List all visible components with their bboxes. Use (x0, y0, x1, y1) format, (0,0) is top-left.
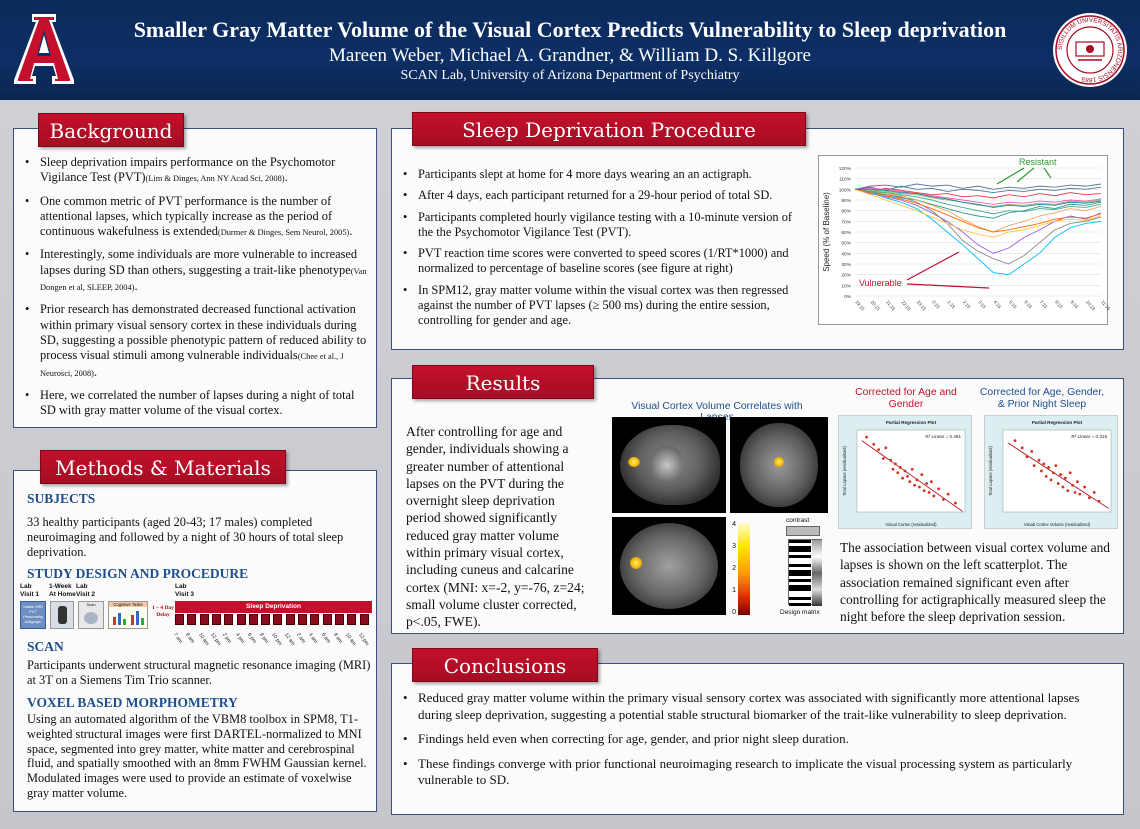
citation: (Van Dongen et al, SLEEP, 2004) (40, 266, 367, 293)
figure-caption: Visual Cortex Volume Correlates with (631, 401, 803, 412)
visit2-label: Lab Visit 2 (76, 583, 96, 598)
scatter-title: Partial Regression Plot (885, 420, 937, 425)
results-text: After controlling for age and gender, individuals showing a greater number of attentional lapses on the PVT during the overnight sleep deprivation period showed significantly reduced gray matter volume within primary visual cortex, including cuneus and calcarine cortex (MNI: x=-2, y=-76, z=24; small volume cluster corrected, p<.05, FWE). (406, 424, 585, 630)
hour-label: 4 pm (233, 632, 245, 645)
y-axis-label: Speed (% of Baseline) (822, 192, 831, 272)
hourly-test-block (200, 614, 209, 625)
scan-text: Participants underwent structural magnetic resonance imaging (MRI) at 3T on a Siemens Tim Trio scanner. (27, 658, 371, 687)
vulnerable-label: Vulnerable (859, 278, 902, 288)
resistant-label: Resistant (1019, 157, 1057, 167)
scatter-point (904, 470, 907, 473)
background-panel (13, 128, 377, 428)
resistant-arrow (997, 168, 1024, 184)
brain-axial-image (612, 517, 726, 615)
vbm-text: Using an automated algorithm of the VBM8 toolbox in SPM8, T1-weighted structural images were first DARTEL-normalized to MNI space, segmented into grey matter, white matter and cerebrospinal fluid, and spatially smoothed with an 8mm FWHM Gaussian kernel. Modulated images were used to provide an estimate of voxelwise gray matter volume. (27, 712, 367, 800)
y-tick-label: 50% (841, 241, 851, 247)
hour-label: 4 am (307, 632, 319, 645)
scatter-point (1045, 475, 1048, 478)
hour-label: 7 am (172, 632, 184, 645)
scatter-point (930, 480, 933, 483)
university-arizona-logo (12, 10, 76, 86)
scatter-point (877, 448, 880, 451)
hourly-test-block (249, 614, 258, 625)
study-design-diagram (18, 583, 374, 649)
scatter-point (872, 443, 875, 446)
scatter-point (928, 491, 931, 494)
speed-chart-frame (818, 155, 1112, 325)
colorbar-tick: 1 (732, 587, 736, 594)
hourly-test-block (273, 614, 282, 625)
hourly-test-block (286, 614, 295, 625)
y-tick-label: 20% (841, 273, 851, 279)
sleep-deprivation-bar (175, 601, 372, 613)
activation-blob (628, 457, 640, 467)
y-tick-label: 0% (844, 295, 851, 300)
scatter-point (1040, 470, 1043, 473)
visit3-label: Lab Visit 3 (175, 583, 195, 598)
association-text: The association between visual cortex volume and lapses is shown on the left scatterplot. The association remained significant even after controlling for actigraphically measured sleep the night before the sleep deprivation session. (840, 540, 1110, 625)
procedure-bullet: • PVT reaction time scores were converted to speed scores (1/RT*1000) and normalized to percentage of baseline scores (see figure at right) (398, 246, 806, 277)
scatter-point (1052, 471, 1055, 474)
subjects-text: 33 healthy participants (aged 20-43; 17 males) completed neuroimaging and followed by a night of 30 hours of total sleep deprivation. (27, 515, 344, 559)
x-tick-label: 2:15 (961, 299, 972, 310)
background-bullet: • Interestingly, some individuals are more vulnerable to increased lapses during SD than others, suggesting a trait-like phenotype(Van Dongen et al, SLEEP, 2004). (20, 247, 372, 295)
scatter-point (947, 493, 950, 496)
poster-authors: Mareen Weber, Michael A. Grandner, & William D. S. Killgore (329, 45, 811, 66)
scatter-point (896, 471, 899, 474)
scatter-point (1078, 493, 1081, 496)
y-tick-label: 30% (841, 263, 851, 268)
scatter-point (923, 489, 926, 492)
hourly-test-block (335, 614, 344, 625)
colorbar-ticks (726, 521, 738, 617)
hour-label: 8 am (184, 632, 196, 645)
methods-panel (13, 470, 377, 812)
scatter-x-label: Visual Cortex Volume (residualized) (1023, 522, 1091, 527)
conclusion-bullet: • Reduced gray matter volume within the primary visual sensory cortex was associated with significantly more attentional lapses during sleep deprivation, suggesting a potential stable structural biomarker of the trait-like vulnerability to sleep deprivation. (398, 690, 1114, 723)
design-matrix (788, 539, 822, 605)
scatter-plot-2-frame (984, 415, 1118, 529)
x-tick-label: 20:15 (869, 299, 881, 312)
scatter-point (1093, 491, 1096, 494)
hour-label: 10 am (196, 632, 210, 647)
home-label: 1-Week At Home (49, 583, 76, 598)
scatter-point (1038, 459, 1041, 462)
scatter-point (942, 498, 945, 501)
x-tick-label: 8:15 (1054, 299, 1064, 310)
university-seal (1052, 12, 1128, 88)
background-bullet: • One common metric of PVT performance is the number of attentional lapses, which typically increase as the period of continuous wakefulness is extended(Durmer & Dinges, Sem Neurol, 2005). (20, 194, 372, 241)
procedure-heading: Sleep Deprivation Procedure (412, 112, 806, 146)
scatter-point (1062, 486, 1065, 489)
poster-title: Smaller Gray Matter Volume of the Visual Cortex Predicts Vulnerability to Sleep deprivation (133, 17, 1007, 42)
intake-box: Intake MRI PVT Personality Actigraph (20, 601, 46, 629)
scatter-plot-1-frame (838, 415, 972, 529)
scatter-point (1026, 455, 1029, 458)
scatter-point (920, 473, 923, 476)
design-matrix-column (812, 540, 822, 606)
hour-label: 2 pm (221, 632, 233, 645)
conclusions-heading: Conclusions (412, 648, 598, 682)
background-bullet: • Sleep deprivation impairs performance on the Psychomotor Vigilance Test (PVT)(Lim & Dinges, Ann NY Acad Sci, 2008). (20, 155, 372, 187)
scatter-point (1071, 484, 1074, 487)
scatter-point (908, 480, 911, 483)
x-tick-label: 7:15 (1038, 299, 1049, 310)
x-tick-label: 5:15 (1007, 299, 1018, 310)
hour-label: 2 am (295, 632, 307, 645)
scatter-point (954, 502, 957, 505)
scatter-point (1021, 446, 1024, 449)
conclusion-bullet: • Findings held even when correcting for age, gender, and prior night sleep duration. (398, 731, 1114, 748)
scatter-point (911, 468, 914, 471)
visit1-label: Lab Visit 1 (20, 583, 40, 598)
x-tick-label: 21:15 (884, 299, 897, 312)
resistant-arrow (1044, 168, 1051, 178)
conclusions-list (398, 690, 1114, 797)
colorbar (738, 523, 750, 615)
procedure-panel (391, 128, 1124, 350)
hour-label: 12 pm (208, 632, 222, 647)
citation: (Lim & Dinges, Ann NY Acad Sci, 2008) (145, 174, 285, 184)
scatter-point (882, 457, 885, 460)
hour-label: 12 am (282, 632, 296, 647)
scan-heading: SCAN (27, 639, 64, 654)
scatter-point (901, 477, 904, 480)
hourly-test-block (224, 614, 233, 625)
plot-area (857, 430, 965, 512)
seal-text: SIGILLUM UNIVERSITATIS ARIZONENSIS 1885 (1056, 16, 1124, 84)
design-matrix-label: Design matrix (780, 609, 820, 616)
scatter-point (894, 462, 897, 465)
hour-label: 12 pm (356, 632, 370, 647)
speed-line-chart (819, 156, 1112, 326)
y-tick-label: 70% (841, 220, 851, 226)
scatter-point (1057, 482, 1060, 485)
header (0, 0, 1140, 100)
design-heading: STUDY DESIGN AND PROCEDURE (27, 566, 249, 581)
x-tick-label: 19:15 (854, 299, 866, 312)
hour-labels (173, 628, 373, 648)
citation: (Chee et al., J Neurosci, 2008) (40, 352, 344, 378)
delay-label: 1 – 4 Day Delay (152, 605, 174, 618)
x-tick-label: 10:15 (1084, 299, 1097, 312)
procedure-list (398, 167, 806, 335)
contrast-bar (786, 526, 820, 536)
brain-sagittal-image (612, 417, 726, 513)
vulnerable-arrow (907, 284, 989, 288)
scatter-point (1050, 479, 1053, 482)
scatter-point (1083, 486, 1086, 489)
scatter-point (916, 479, 919, 482)
x-tick-label: 22:15 (900, 299, 912, 312)
conclusion-bullet: • These findings converge with prior functional neuroimaging research to implicate the visual processing system as particularly vulnerable to SD. (398, 756, 1114, 789)
results-panel (391, 378, 1124, 634)
y-tick-label: 10% (841, 284, 851, 290)
hourly-test-blocks (175, 614, 372, 626)
hour-label: 10 am (344, 632, 358, 647)
procedure-bullet: • Participants completed hourly vigilance testing with a 10-minute version of the the Psychomotor Vigilance Test (PVT). (398, 210, 806, 241)
hourly-test-block (175, 614, 184, 625)
results-heading: Results (412, 365, 594, 399)
citation: (Durmer & Dinges, Sem Neurol, 2005) (217, 228, 350, 238)
scatter-point (1059, 473, 1062, 476)
hour-label: 8 am (331, 632, 344, 645)
brain-coronal-image (730, 417, 828, 513)
scatter-point (1066, 489, 1069, 492)
methods-heading: Methods & Materials (40, 450, 286, 484)
scatter-y-label: Total Lapses (residualized) (842, 446, 847, 496)
scatter-point (1054, 464, 1057, 467)
colorbar-tick: 4 (732, 521, 736, 528)
procedure-bullet: • After 4 days, each participant returned for a 29-hour period of total SD. (398, 188, 806, 203)
series-line-s11 (855, 189, 1101, 237)
hourly-test-block (212, 614, 221, 625)
y-tick-label: 40% (841, 252, 851, 258)
y-tick-label: 110% (839, 177, 851, 183)
actigraph-image (50, 601, 74, 629)
scatter-point (906, 475, 909, 478)
r-squared-label: R² Linear = 0.316 (1071, 434, 1107, 439)
scatter-point (1042, 462, 1045, 465)
colorbar-tick: 2 (732, 565, 736, 572)
background-list (20, 155, 372, 425)
scatter-point (1076, 480, 1079, 483)
background-heading: Background (38, 113, 184, 147)
subjects-heading: SUBJECTS (27, 491, 96, 506)
vbm-heading: VOXEL BASED MORPHOMETRY (27, 695, 238, 710)
conclusions-panel (391, 663, 1124, 815)
vulnerable-arrow (907, 252, 959, 280)
hour-label: 8 pm (258, 632, 270, 645)
x-tick-label: 23:15 (915, 299, 927, 312)
y-tick-label: 120% (838, 167, 851, 172)
scatter-plot-2 (985, 416, 1119, 530)
contrast-label: contrast (786, 517, 810, 524)
cognitive-tasks-box: Cognitive Tasks (108, 601, 148, 629)
colorbar-tick: 0 (732, 609, 736, 616)
sleep-deprivation-label: Sleep Deprivation (246, 603, 301, 610)
x-tick-label: 9:15 (1069, 299, 1080, 310)
poster-affiliation: SCAN Lab, University of Arizona Department of Psychiatry (400, 68, 740, 83)
scatter-point (1098, 500, 1101, 503)
scatter-point (1088, 496, 1091, 499)
activation-blob-coronal (774, 457, 784, 467)
scatter-point (884, 446, 887, 449)
r-squared-label: R² Linear = 0.491 (925, 434, 961, 439)
background-bullet: • Here, we correlated the number of lapses during a night of total SD with gray matter volume of the visual cortex. (20, 388, 372, 419)
activation-blob-axial (630, 557, 642, 569)
x-tick-label: 6:15 (1023, 299, 1033, 310)
scatter-point (1030, 450, 1033, 453)
hourly-test-block (261, 614, 270, 625)
corrected-sleep-label: Corrected for Age, Gender, & Prior Night Sleep (979, 387, 1105, 410)
hourly-test-block (310, 614, 319, 625)
hourly-test-block (187, 614, 196, 625)
scatter-point (889, 459, 892, 462)
procedure-bullet: • In SPM12, gray matter volume within the visual cortex was then regressed against the number of PVT lapses (≥ 500 ms) during the entire session, controlling for gender and age. (398, 283, 806, 329)
hour-label: 6 pm (245, 632, 258, 645)
scatter-point (932, 495, 935, 498)
hour-label: 6 am (319, 632, 331, 645)
scatter-point (918, 486, 921, 489)
scatter-point (1074, 491, 1077, 494)
hourly-test-block (360, 614, 369, 625)
x-tick-label: 4:15 (992, 299, 1003, 310)
y-tick-label: 90% (841, 199, 851, 204)
scan-box: Scan (78, 601, 104, 629)
scatter-point (1014, 439, 1017, 442)
hourly-test-block (323, 614, 332, 625)
scatter-point (913, 484, 916, 487)
hour-label: 10 pm (270, 632, 284, 647)
scatter-point (925, 482, 928, 485)
scatter-y-label: Total Lapses (residualized) (988, 446, 993, 496)
scatter-point (865, 436, 868, 439)
scatter-point (899, 466, 902, 469)
hourly-test-block (237, 614, 246, 625)
x-tick-label: 0:15 (931, 299, 941, 310)
corrected-age-gender-label: Corrected for Age and Gender (855, 387, 957, 410)
hourly-test-block (298, 614, 307, 625)
hourly-test-block (347, 614, 356, 625)
scatter-point (1069, 471, 1072, 474)
scatter-plot-1 (839, 416, 973, 530)
scatter-point (1047, 466, 1050, 469)
x-tick-label: 11:15 (1100, 299, 1112, 312)
y-tick-label: 60% (841, 231, 851, 236)
scatter-x-label: Visual Cortex (residualized) (885, 522, 937, 527)
colorbar-tick: 3 (732, 543, 736, 550)
x-tick-label: 3:15 (977, 299, 987, 310)
scatter-point (937, 487, 940, 490)
scatter-point (1033, 464, 1036, 467)
scatter-point (1064, 477, 1067, 480)
design-matrix-row (789, 603, 811, 606)
scatter-title: Partial Regression Plot (1031, 420, 1083, 425)
scatter-point (892, 468, 895, 471)
background-bullet: • Prior research has demonstrated decreased functional activation within primary visual sensory cortex in these individuals during SD, suggesting a possible phenotypic pattern of reduced ability to process visual stimuli among vulnerable individuals(Chee et al., J Neurosci, 2008). (20, 302, 372, 380)
x-tick-label: 1:15 (946, 299, 957, 310)
y-tick-label: 80% (841, 209, 851, 215)
y-tick-label: 100% (838, 188, 851, 194)
procedure-bullet: • Participants slept at home for 4 more days wearing an an actigraph. (398, 167, 806, 182)
